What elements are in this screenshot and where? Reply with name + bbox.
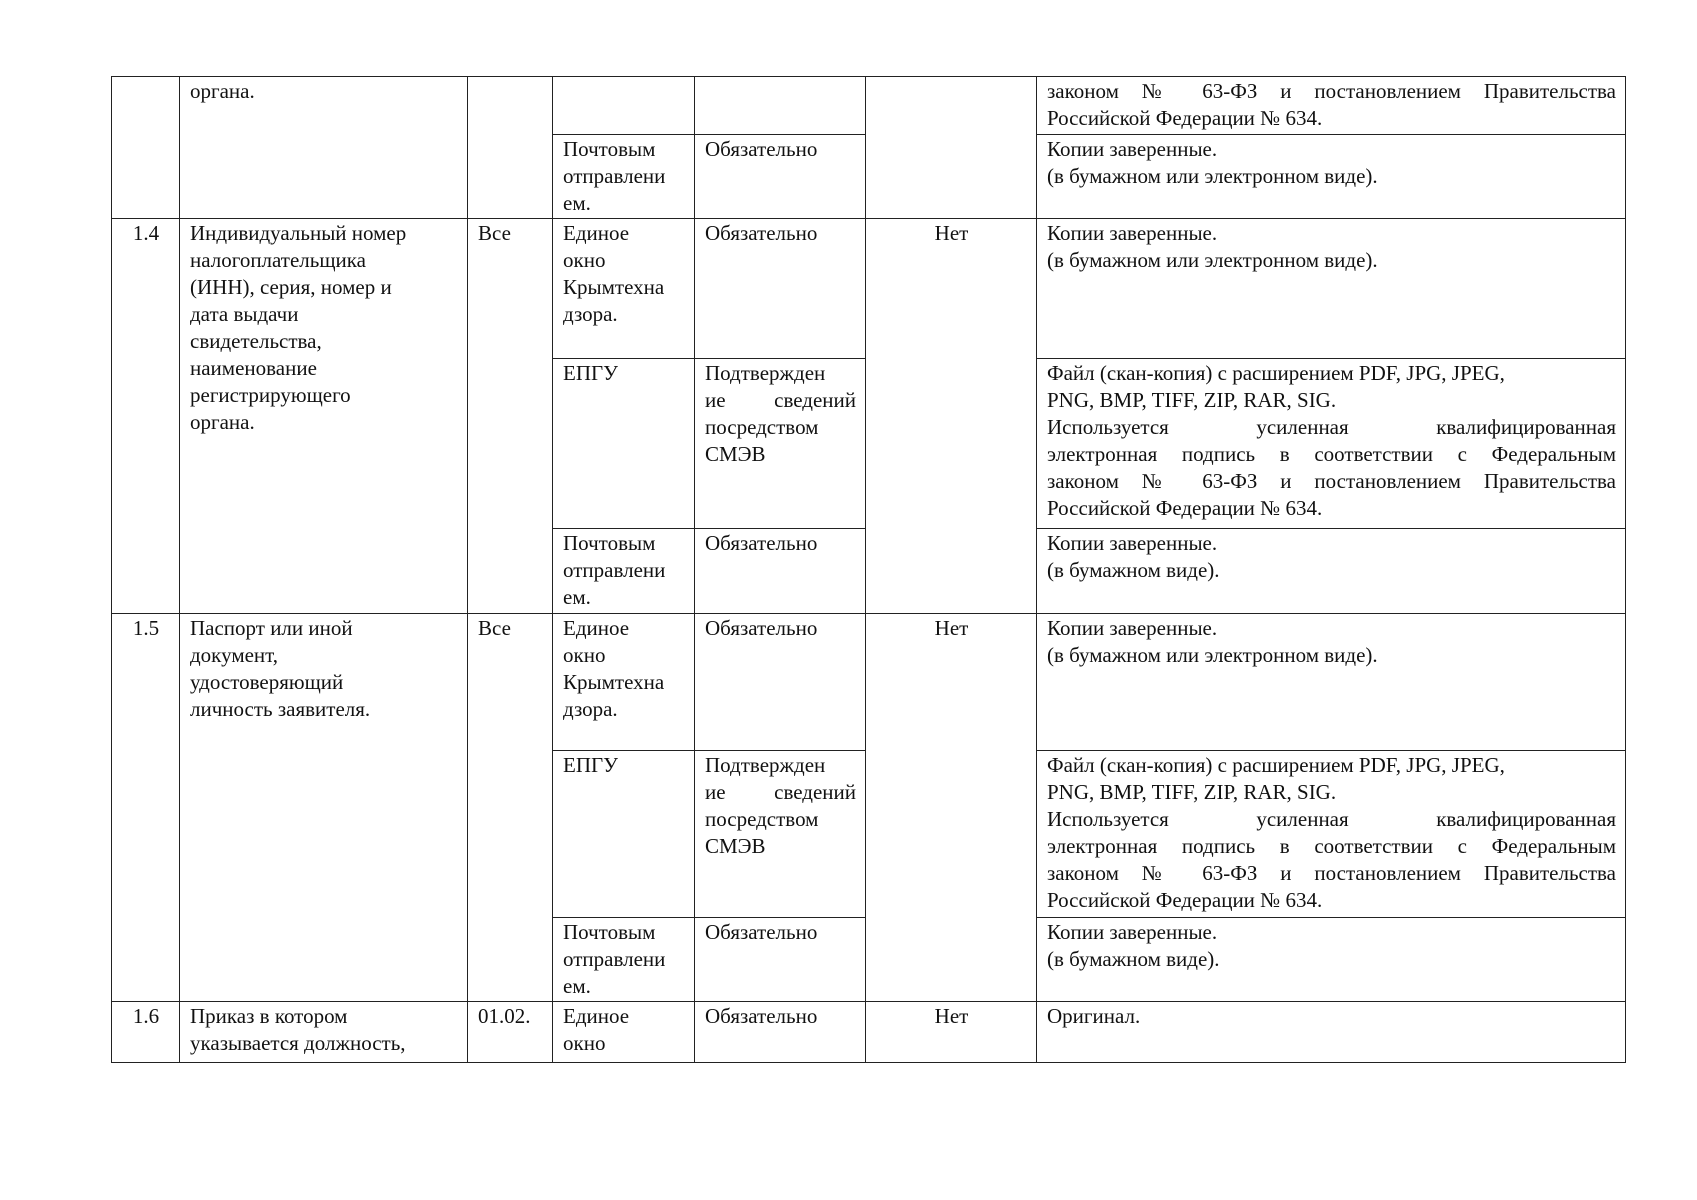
requirement-flag (866, 77, 1037, 219)
row-number: 1.6 (112, 1002, 180, 1063)
submission-mode: Обязательно (695, 529, 866, 614)
table-row (112, 1002, 1626, 1063)
document-form: законом № 63-ФЗ и постановлением Правительства Российской Федерации № 634. (1037, 77, 1626, 135)
document-form: Копии заверенные. (в бумажном или электронном виде). (1037, 614, 1626, 751)
submission-mode: Подтвержден ие сведений посредством СМЭВ (695, 359, 866, 529)
document-name: органа. (180, 77, 468, 219)
submission-mode: Обязательно (695, 135, 866, 219)
document-name: Приказ в котором указывается должность, (180, 1002, 468, 1063)
document-name: Индивидуальный номер налогоплательщика (ИНН), серия, номер и дата выдачи свидетельства, наименование регистрирующего органа. (180, 219, 468, 614)
submission-channel: Почтовым отправлени ем. (553, 529, 695, 614)
applicant-category (468, 77, 553, 219)
submission-mode: Обязательно (695, 614, 866, 751)
document-form: Копии заверенные. (в бумажном или электронном виде). (1037, 219, 1626, 359)
submission-mode (695, 77, 866, 135)
row-number: 1.4 (112, 219, 180, 614)
document-form: Файл (скан-копия) с расширением PDF, JPG, JPEG, PNG, BMP, TIFF, ZIP, RAR, SIG. Используется усиленная квалифицированная электронная подпись в соответствии с Федеральным законом № 63-ФЗ и постановлением Правительства Российской Федерации № 634. (1037, 751, 1626, 918)
submission-channel (553, 77, 695, 135)
applicant-category: 01.02. (468, 1002, 553, 1063)
submission-mode: Обязательно (695, 219, 866, 359)
applicant-category: Все (468, 219, 553, 614)
submission-channel: Единое окно (553, 1002, 695, 1063)
submission-channel: Почтовым отправлени ем. (553, 135, 695, 219)
table-row (112, 614, 1626, 751)
document-form: Копии заверенные. (в бумажном или электронном виде). (1037, 135, 1626, 219)
requirement-flag: Нет (866, 219, 1037, 614)
submission-channel: ЕПГУ (553, 359, 695, 529)
row-number (112, 77, 180, 219)
submission-channel: Единое окно Крымтехна дзора. (553, 614, 695, 751)
document-name: Паспорт или иной документ, удостоверяющий личность заявителя. (180, 614, 468, 1002)
table-row (112, 219, 1626, 359)
submission-channel: ЕПГУ (553, 751, 695, 918)
document-form: Оригинал. (1037, 1002, 1626, 1063)
submission-channel: Почтовым отправлени ем. (553, 918, 695, 1002)
requirement-flag: Нет (866, 614, 1037, 1002)
document-form: Файл (скан-копия) с расширением PDF, JPG, JPEG, PNG, BMP, TIFF, ZIP, RAR, SIG. Используется усиленная квалифицированная электронная подпись в соответствии с Федеральным законом № 63-ФЗ и постановлением Правительства Российской Федерации № 634. (1037, 359, 1626, 529)
applicant-category: Все (468, 614, 553, 1002)
submission-mode: Обязательно (695, 918, 866, 1002)
submission-mode: Обязательно (695, 1002, 866, 1063)
table-row (112, 77, 1626, 135)
row-number: 1.5 (112, 614, 180, 1002)
documents-table (111, 76, 1626, 1063)
submission-mode: Подтвержден ие сведений посредством СМЭВ (695, 751, 866, 918)
document-form: Копии заверенные. (в бумажном виде). (1037, 918, 1626, 1002)
submission-channel: Единое окно Крымтехна дзора. (553, 219, 695, 359)
document-form: Копии заверенные. (в бумажном виде). (1037, 529, 1626, 614)
requirement-flag: Нет (866, 1002, 1037, 1063)
